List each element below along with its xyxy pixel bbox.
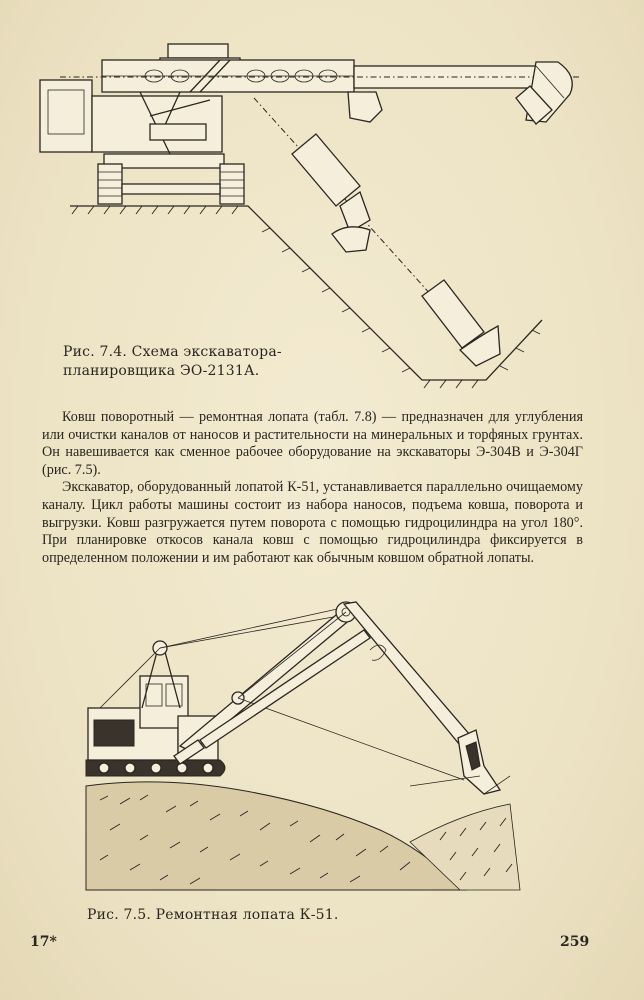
- paragraph-1: Ковш поворотный — ремонтная лопата (табл. 7.8) — предназначен для углубления или очистки каналов от наносов и растительности на минеральных и торфяных грунтах. Он навешивается как сменное рабочее оборудование на экскаваторы Э-304В и Э-304Г (рис. 7.5).: [42, 409, 583, 478]
- telescopic-boom: [60, 60, 580, 92]
- figure-7-5-caption: Рис. 7.5. Ремонтная лопата К-51.: [87, 907, 339, 923]
- hydraulic-block: [168, 44, 228, 58]
- body-text: [42, 409, 583, 567]
- caption-line-2: планировщика ЭО-2131А.: [63, 363, 260, 379]
- hydraulic-cylinder: [174, 630, 370, 764]
- secondary-bucket: [348, 92, 382, 122]
- caption-line-1: Рис. 7.4. Схема экскаватора-: [63, 344, 282, 360]
- signature-mark: 17*: [30, 934, 57, 950]
- shovel-bucket: [410, 730, 510, 794]
- figure-7-4-caption: [63, 343, 323, 381]
- boom-position-middle: [292, 134, 370, 252]
- crawler-tracks: [98, 164, 244, 204]
- figure-7-5-repair-shovel-illustration: [80, 590, 530, 895]
- page-number: 259: [560, 934, 590, 950]
- a-frame: [100, 608, 350, 708]
- crawler-undercarriage: [86, 760, 225, 776]
- ground-slope: [86, 782, 520, 890]
- boom-position-lower: [422, 280, 500, 366]
- paragraph-2: Экскаватор, оборудованный лопатой К-51, устанавливается параллельно очищаемому каналу. Цикл работы машины состоит из набора наносов, подъема ковша, поворота и выгрузки. Ковш разгружается путем поворота с помощью гидроцилиндра на угол 180°. При планировке откосов канала ковш с помощью гидроцилиндра фиксируется в определенном положении и им работают как обычным ковшом обратной лопаты.: [42, 479, 583, 566]
- figure-7-4-excavator-diagram: [30, 36, 590, 396]
